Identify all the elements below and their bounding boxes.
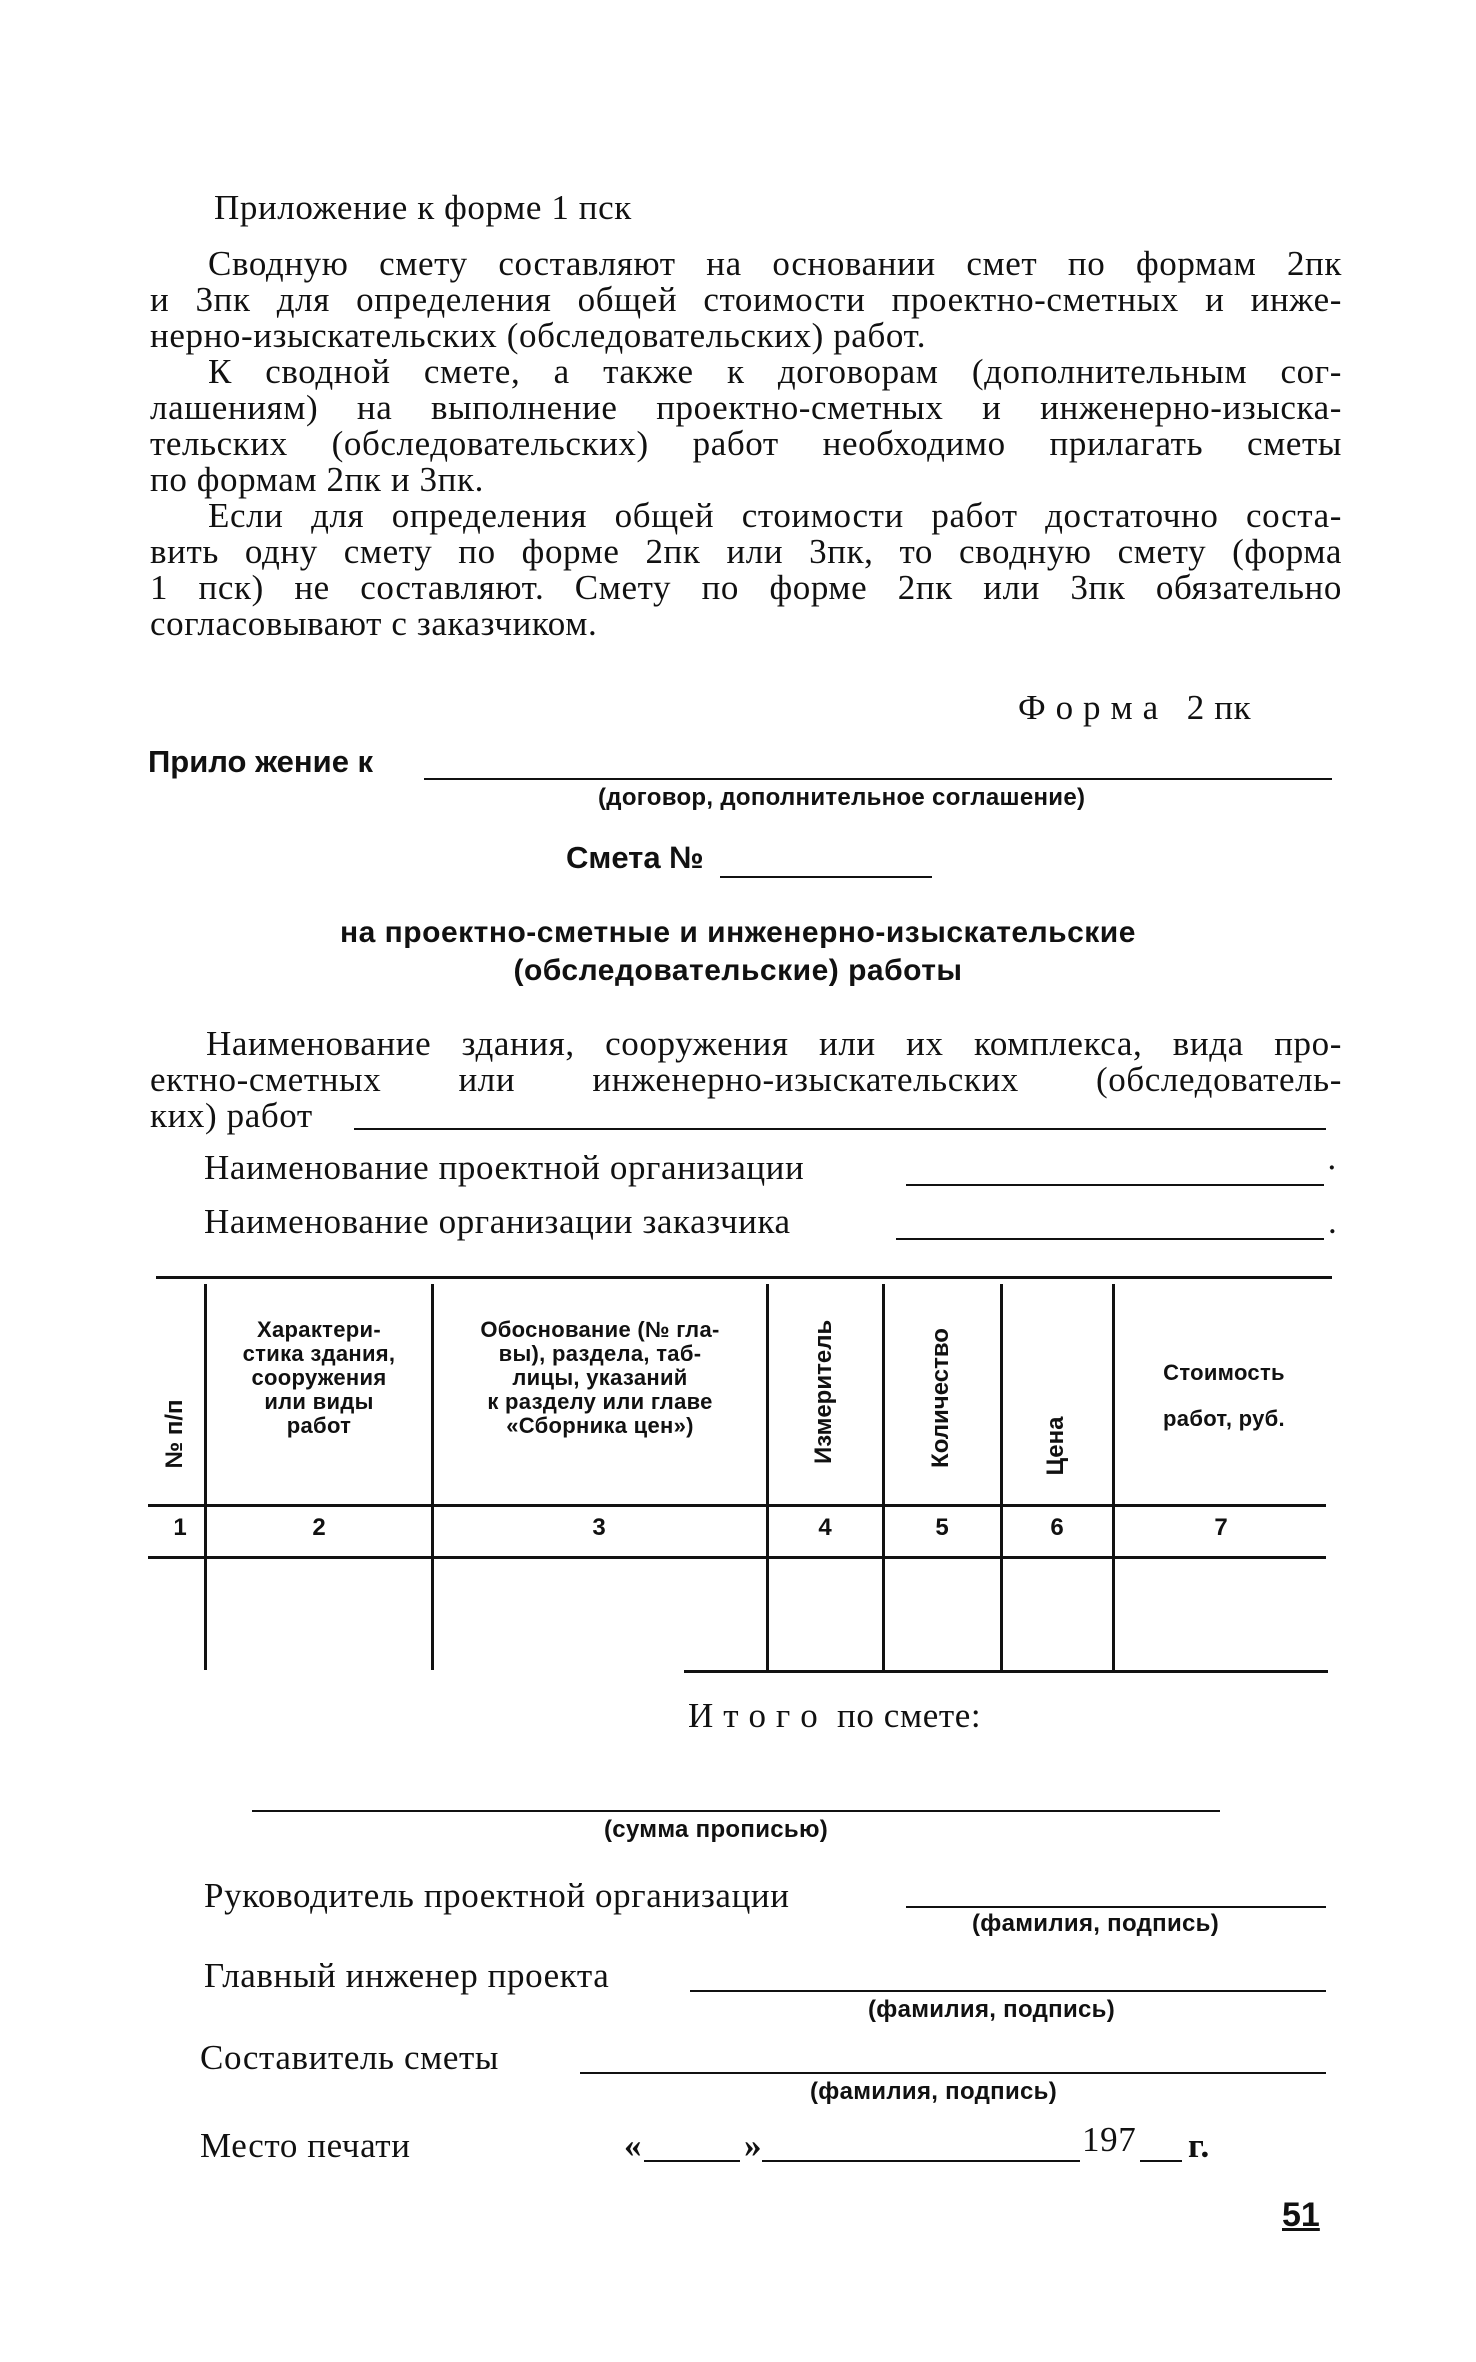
header-col-3-line-4: к разделу или главе [487,1389,713,1414]
table-numbers-bottom-border [148,1556,1326,1559]
header-col-7-line-2: работ, руб. [1163,1406,1285,1431]
column-number-2: 2 [312,1514,326,1541]
date-year-suffix: г. [1188,2126,1210,2165]
header-col-2-line-2: стика здания, [242,1341,396,1366]
total-label: И т о г о по смете: [688,1696,982,1735]
table-col-divider-2 [431,1284,434,1670]
table-col-divider-1 [204,1284,207,1670]
header-col-3-line-2: вы), раздела, таб- [498,1341,702,1366]
table-header-bottom-border [148,1504,1326,1507]
header-col-3-line-3: лицы, указаний [512,1365,688,1390]
paragraph-1-line-1: Сводную смету составляют на основании смет по формам 2пк [208,244,1342,283]
header-col-2-line-5: работ [286,1413,352,1438]
object-name-line-1: Наименование здания, сооружения или их комплекса, вида про- [206,1024,1342,1063]
table-body-bottom-border [684,1670,1328,1673]
subject-line-1: на проектно-сметные и инженерно-изыскательские [340,916,1136,949]
customer-org-label: Наименование организации заказчика [204,1202,791,1241]
header-col-3 [436,1318,764,1438]
header-col-3-line-5: «Сборника цен») [506,1413,694,1438]
paragraph-1 [150,246,1342,354]
paragraph-2-line-1: К сводной смете, а также к договорам (дополнительным сог- [208,352,1342,391]
compiler-line [580,2072,1326,2074]
design-org-dot: · [1326,1148,1339,1187]
column-number-7: 7 [1214,1514,1228,1541]
paragraph-3-line-2: вить одну смету по форме 2пк или 3пк, то сводную смету (форма [150,532,1342,571]
column-number-4: 4 [818,1514,832,1541]
estimate-label: Смета № [566,840,704,875]
header-col-7 [1118,1350,1330,1442]
sum-in-words-line [252,1810,1220,1812]
header-col-3-line-1: Обоснование (№ гла- [480,1317,720,1342]
appendix-label: Прило жение к [148,744,374,779]
object-name [150,1026,1342,1134]
paragraph-2-line-3: тельских (обследовательских) работ необходимо прилагать сметы [150,424,1342,463]
chief-engineer-label: Главный инженер проекта [204,1956,610,1995]
form-label: Ф о р м а 2 пк [1018,688,1252,727]
paragraph-1-line-2: и 3пк для определения общей стоимости проектно-сметных и инже- [150,280,1342,319]
customer-org-line [896,1238,1324,1240]
paragraph-3-line-4: согласовывают с заказчиком. [150,604,598,643]
compiler-label: Составитель сметы [200,2038,500,2077]
object-name-line-3: ких) работ [150,1096,313,1135]
chief-engineer-caption: (фамилия, подпись) [868,1996,1116,2023]
head-of-organization-label: Руководитель проектной организации [204,1876,790,1915]
appendix-line [424,778,1332,780]
header-col-2-line-4: или виды [264,1389,374,1414]
column-number-3: 3 [592,1514,606,1541]
object-name-line [354,1128,1326,1130]
date-month-line [762,2160,1080,2162]
paragraph-3-line-1: Если для определения общей стоимости работ достаточно соста- [208,496,1342,535]
column-number-6: 6 [1050,1514,1064,1541]
object-name-line-2: ектно-сметных или инженерно-изыскательских (обследователь- [150,1060,1342,1099]
header-col-7-line-1: Стоимость [1163,1360,1285,1385]
table-col-divider-4 [882,1284,885,1670]
header-col-2-line-1: Характери- [257,1317,381,1342]
paragraph-2 [150,354,1342,498]
header-col-2 [210,1318,428,1438]
header-col-6: Цена [1042,1416,1069,1476]
table-top-border [156,1276,1332,1279]
header-col-1: № п/п [161,1399,188,1469]
subject-line-2: (обследовательские) работы [513,954,963,987]
head-of-organization-caption: (фамилия, подпись) [972,1910,1220,1937]
column-number-1: 1 [173,1514,187,1541]
appendix-heading: Приложение к форме 1 пск [214,188,632,227]
paragraph-2-line-2: лашениям) на выполнение проектно-сметных и инженерно-изыска- [150,388,1342,427]
appendix-caption: (договор, дополнительное соглашение) [598,784,1086,811]
chief-engineer-line [690,1990,1326,1992]
estimate-number-line [720,876,932,878]
paragraph-1-line-3: нерно-изыскательских (обследовательских) работ. [150,316,927,355]
table-col-divider-6 [1112,1284,1115,1670]
table-col-divider-5 [1000,1284,1003,1670]
paragraph-3-line-3: 1 пск) не составляют. Смету по форме 2пк или 3пк обязательно [150,568,1342,607]
design-org-line [906,1184,1324,1186]
paragraph-2-line-4: по формам 2пк и 3пк. [150,460,484,499]
design-org-label: Наименование проектной организации [204,1148,805,1187]
seal-place-label: Место печати [200,2126,411,2165]
date-day-line [644,2160,740,2162]
header-col-2-line-3: сооружения [251,1365,387,1390]
paragraph-3 [150,498,1342,642]
date-year-prefix: 197 [1082,2120,1137,2159]
sum-in-words-caption: (сумма прописью) [604,1816,829,1843]
table-col-divider-3 [766,1284,769,1670]
header-col-4: Измеритель [810,1319,837,1464]
head-of-organization-line [906,1906,1326,1908]
page-number: 51 [1282,2196,1320,2234]
header-col-5: Количество [927,1328,954,1468]
date-close-quote: » [744,2126,763,2165]
column-number-5: 5 [935,1514,949,1541]
date-year-line [1140,2160,1182,2162]
date-open-quote: « [624,2126,643,2165]
compiler-caption: (фамилия, подпись) [810,2078,1058,2105]
customer-org-dot: . [1328,1202,1338,1241]
